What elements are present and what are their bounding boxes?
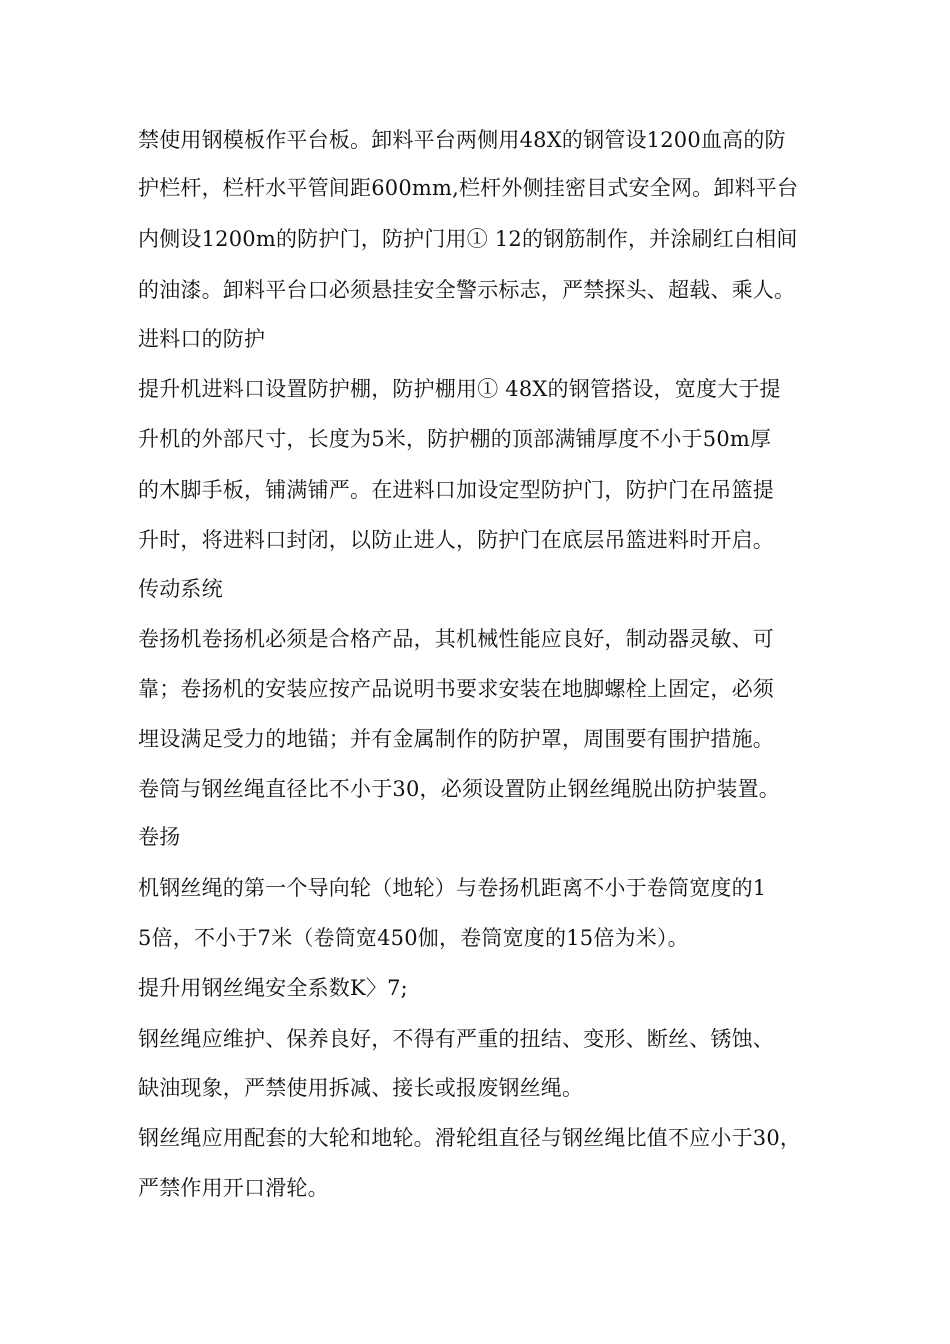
text-line-3: 内侧设1200m的防护门，防护门用① 12的钢筋制作，并涂刷红白相间 <box>138 227 798 251</box>
text-line-17: 5倍，不小于7米（卷筒宽450伽，卷筒宽度的15倍为米）。 <box>138 926 689 950</box>
text-line-1: 禁使用钢模板作平台板。卸料平台两侧用48X的钢管设1200血高的防 <box>138 128 786 152</box>
text-line-6: 提升机进料口设置防护棚，防护棚用① 48X的钢管搭设，宽度大于提 <box>138 377 781 401</box>
text-line-19: 钢丝绳应维护、保养良好，不得有严重的扭结、变形、断丝、锈蚀、 <box>138 1027 774 1051</box>
text-line-2: 护栏杆，栏杆水平管间距600mm,栏杆外侧挂密目式安全网。卸料平台 <box>138 176 799 200</box>
text-line-18: 提升用钢丝绳安全系数K〉7; <box>138 976 408 1000</box>
text-line-20: 缺油现象，严禁使用拆减、接长或报废钢丝绳。 <box>138 1076 584 1100</box>
section-heading-winch: 卷扬 <box>138 825 181 849</box>
text-line-8: 的木脚手板，铺满铺严。在进料口加设定型防护门，防护门在吊篮提 <box>138 478 774 502</box>
text-line-4: 的油漆。卸料平台口必须悬挂安全警示标志，严禁探头、超载、乘人。 <box>138 278 796 302</box>
text-line-16: 机钢丝绳的第一个导向轮（地轮）与卷扬机距离不小于卷筒宽度的1 <box>138 876 767 900</box>
section-heading-transmission: 传动系统 <box>138 577 223 601</box>
text-line-14: 卷筒与钢丝绳直径比不小于30，必须设置防止钢丝绳脱出防护装置。 <box>138 777 780 801</box>
text-line-22: 严禁作用开口滑轮。 <box>138 1176 329 1200</box>
text-line-12: 靠；卷扬机的安装应按产品说明书要求安装在地脚螺栓上固定，必须 <box>138 677 774 701</box>
text-line-11: 卷扬机卷扬机必须是合格产品，其机械性能应良好，制动器灵敏、可 <box>138 627 774 651</box>
text-line-21: 钢丝绳应用配套的大轮和地轮。滑轮组直径与钢丝绳比值不应小于30， <box>138 1126 802 1150</box>
text-line-13: 埋设满足受力的地锚；并有金属制作的防护罩，周围要有围护措施。 <box>138 727 774 751</box>
text-line-9: 升时，将进料口封闭，以防止进人，防护门在底层吊篮进料时开启。 <box>138 528 774 552</box>
section-heading-feed-opening: 进料口的防护 <box>138 327 266 351</box>
text-line-7: 升机的外部尺寸，长度为5米，防护棚的顶部满铺厚度不小于50m厚 <box>138 427 772 451</box>
